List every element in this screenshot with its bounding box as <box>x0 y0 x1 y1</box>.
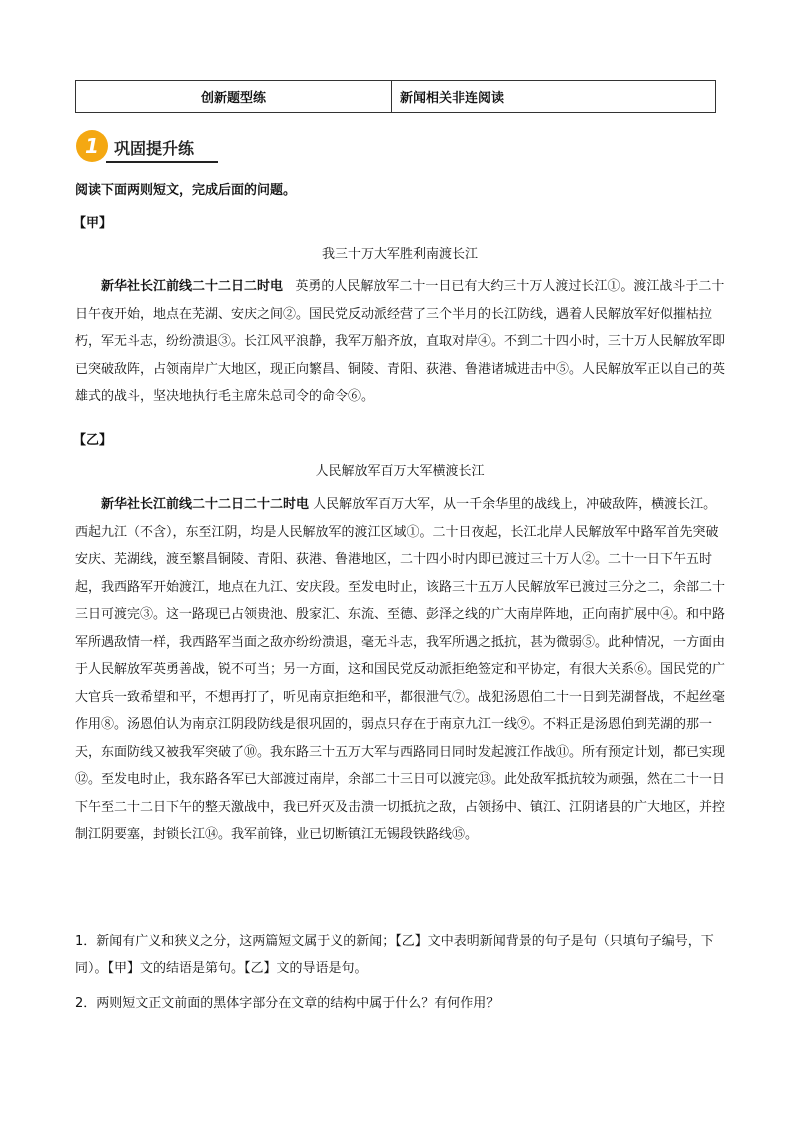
yi-paragraph <box>75 491 725 849</box>
section-underline <box>106 161 218 163</box>
yi-body: 人民解放军百万大军，从一千余华里的战线上，冲破敌阵，横渡长江。西起九江（不含），东至江阴，均是人民解放军的渡江区域①。二十日夜起，长江北岸人民解放军中路军首先突破安庆、芜湖线，渡至繁昌铜陵、青阳、荻港、鲁港地区，二十四小时内即已渡过三十万人②。二十一日下午五时起，我西路军开始渡江，地点在九江、安庆段。至发电时止，该路三十五万人民解放军已渡过三分之二，余部二十三日可渡完③。这一路现已占领贵池、殷家汇、东流、至德、彭泽之线的广大南岸阵地，正向南扩展中④。和中路军所遇敌情一样，我西路军当面之敌亦纷纷溃退，毫无斗志，我军所遇之抵抗，甚为微弱⑤。此种情况，一方面由于人民解放军英勇善战，锐不可当；另一方面，这和国民党反动派拒绝签定和平协定，有很大关系⑥。国民党的广大官兵一致希望和平，不想再打了，听见南京拒绝和平，都很泄气⑦。战犯汤恩伯二十一日到芜湖督战，不起丝毫作用⑧。汤恩伯认为南京江阴段防线是很巩固的，弱点只存在于南京九江一线⑨。不料正是汤恩伯到芜湖的那一天，东面防线又被我军突破了⑩。我东路三十五万大军与西路同日同时发起渡江作战⑪。所有预定计划，都已实现⑫。至发电时止，我东路各军已大部渡过南岸，余部二十三日可以渡完⑬。此处敌军抵抗较为顽强，然在二十一日下午至二十二日下午的整天激战中，我已歼灭及击溃一切抵抗之敌，占领扬中、镇江、江阴诸县的广大地区，并控制江阴要塞，封锁长江⑭。我军前锋，业已切断镇江无锡段铁路线⑮。 <box>75 497 726 842</box>
header-table <box>75 80 716 113</box>
section-number-badge: 1 <box>76 130 108 162</box>
yi-title: 人民解放军百万大军横渡长江 <box>315 464 485 479</box>
jia-lead: 新华社长江前线二十二日二时电 <box>101 279 284 294</box>
header-cell-topic: 新闻相关非连阅读 <box>400 91 505 106</box>
jia-tag: 【甲】 <box>73 216 113 231</box>
section-heading <box>76 130 218 164</box>
section-title: 巩固提升练 <box>114 139 195 158</box>
yi-tag: 【乙】 <box>73 433 113 448</box>
question-1: 1．新闻有广义和狭义之分，这两篇短文属于义的新闻；【乙】文中表明新闻背景的句子是句（只填句子编号，下同）。【甲】文的结语是第句。【乙】文的导语是句。 <box>75 934 714 976</box>
header-cell-type: 创新题型练 <box>76 81 392 112</box>
jia-body: 英勇的人民解放军二十一日已有大约三十万人渡过长江①。渡江战斗于二十日午夜开始，地点在芜湖、安庆之间②。国民党反动派经营了三个半月的长江防线，遇着人民解放军好似摧枯拉朽，军无斗志，纷纷溃退③。长江风平浪静，我军万船齐放，直取对岸④。不到二十四小时，三十万人民解放军即已突破敌阵，占领南岸广大地区，现正向繁昌、铜陵、青阳、荻港、鲁港诸城进击中⑤。人民解放军正以自己的英雄式的战斗，坚决地执行毛主席朱总司令的命令⑥。 <box>75 279 726 404</box>
jia-title: 我三十万大军胜利南渡长江 <box>321 247 478 262</box>
jia-paragraph <box>75 273 725 411</box>
question-2: 2．两则短文正文前面的黑体字部分在文章的结构中属于什么？有何作用？ <box>75 996 500 1011</box>
yi-lead: 新华社长江前线二十二日二十二时电 <box>101 497 310 512</box>
instruction: 阅读下面两则短文，完成后面的问题。 <box>75 183 297 198</box>
